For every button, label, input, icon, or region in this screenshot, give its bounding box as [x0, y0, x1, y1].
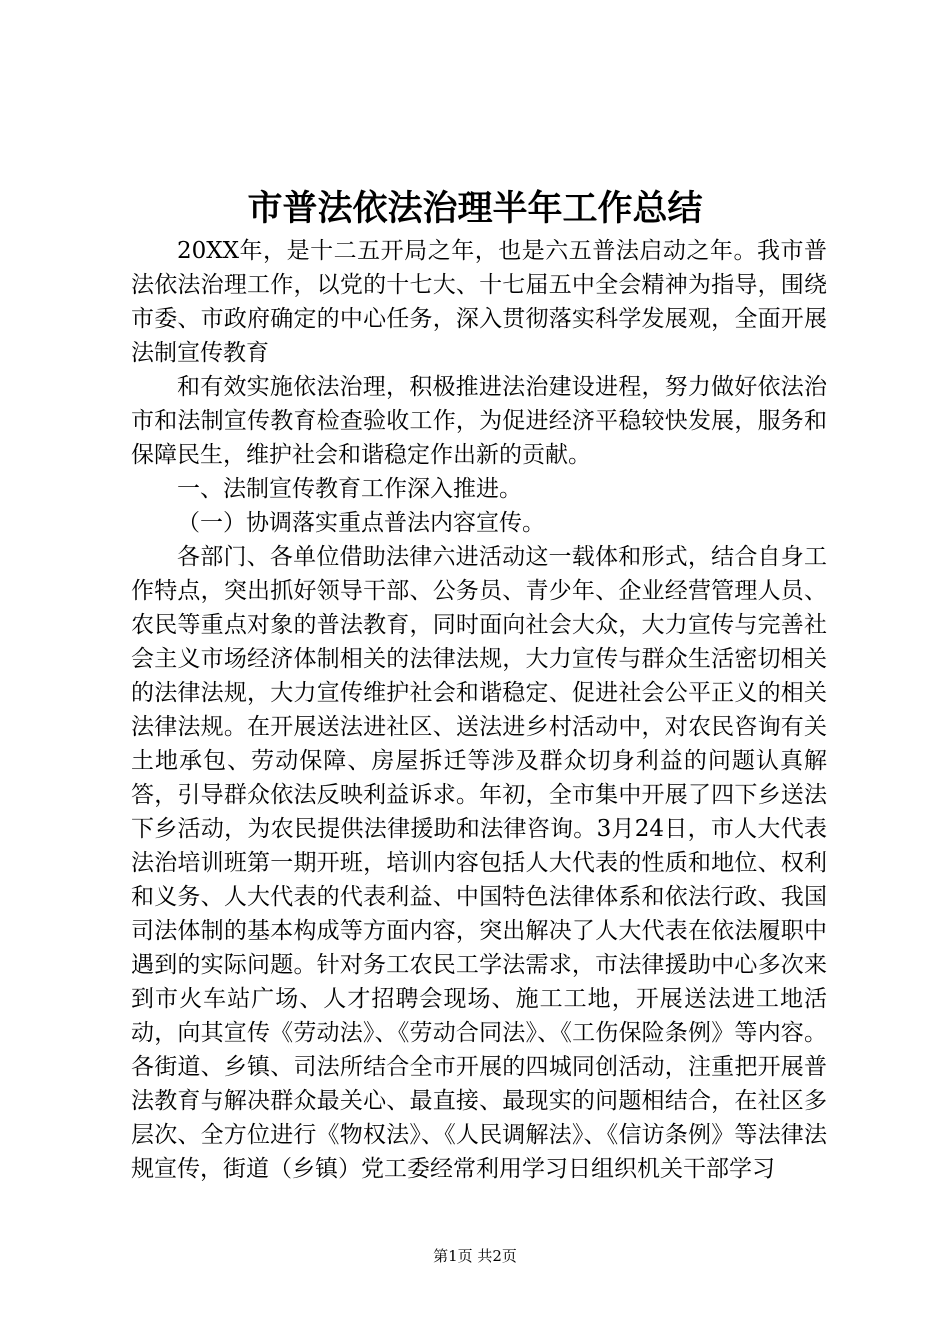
page-footer: 第1页 共2页: [433, 1247, 517, 1265]
paragraph-intro-continued: 和有效实施依法治理，积极推进法治建设进程，努力做好依法治市和法制宣传教育检查验收工作，为促进经济平稳较快发展，服务和保障民生，维护社会和谐稳定作出新的贡献。: [131, 374, 827, 468]
paragraph-body: 各部门、各单位借助法律六进活动这一载体和形式，结合自身工作特点，突出抓好领导干部、公务员、青少年、企业经营管理人员、农民等重点对象的普法教育，同时面向社会大众，大力宣传与完善社会主义市场经济体制相关的法律法规，大力宣传与群众生活密切相关的法律法规，大力宣传维护社会和谐稳定、促进社会公平正义的相关法律法规。在开展送法进社区、送法进乡村活动中，对农民咨询有关土地承包、劳动保障、房屋拆迁等涉及群众切身利益的问题认真解答，引导群众依法反映利益诉求。年初，全市集中开展了四下乡送法下乡活动，为农民提供法律援助和法律咨询。3月24日，市人大代表法治培训班第一期开班，培训内容包括人大代表的性质和地位、权利和义务、人大代表的代表利益、中国特色法律体系和依法行政、我国司法体制的基本构成等方面内容，突出解决了人大代表在依法履职中遇到的实际问题。针对务工农民工学法需求，市法律援助中心多次来到市火车站广场、人才招聘会现场、施工工地，开展送法进工地活动，向其宣传《劳动法》、《劳动合同法》、《工伤保险条例》等内容。各街道、乡镇、司法所结合全市开展的四城同创活动，注重把开展普法教育与解决群众最关心、最直接、最现实的问题相结合，在社区多层次、全方位进行《物权法》、《人民调解法》、《信访条例》等法律法规宣传，街道（乡镇）党工委经常利用学习日组织机关干部学习: [131, 544, 827, 1182]
subsection-heading-1: （一）协调落实重点普法内容宣传。: [177, 510, 545, 536]
document-title: 市普法依法治理半年工作总结: [247, 188, 703, 229]
paragraph-intro: 20XX年，是十二五开局之年，也是六五普法启动之年。我市普法依法治理工作，以党的十七大、十七届五中全会精神为指导，围绕市委、市政府确定的中心任务，深入贯彻落实科学发展观，全面开展法制宣传教育: [131, 238, 827, 366]
document-body: [131, 234, 827, 1186]
section-heading-1: 一、法制宣传教育工作深入推进。: [177, 476, 522, 502]
